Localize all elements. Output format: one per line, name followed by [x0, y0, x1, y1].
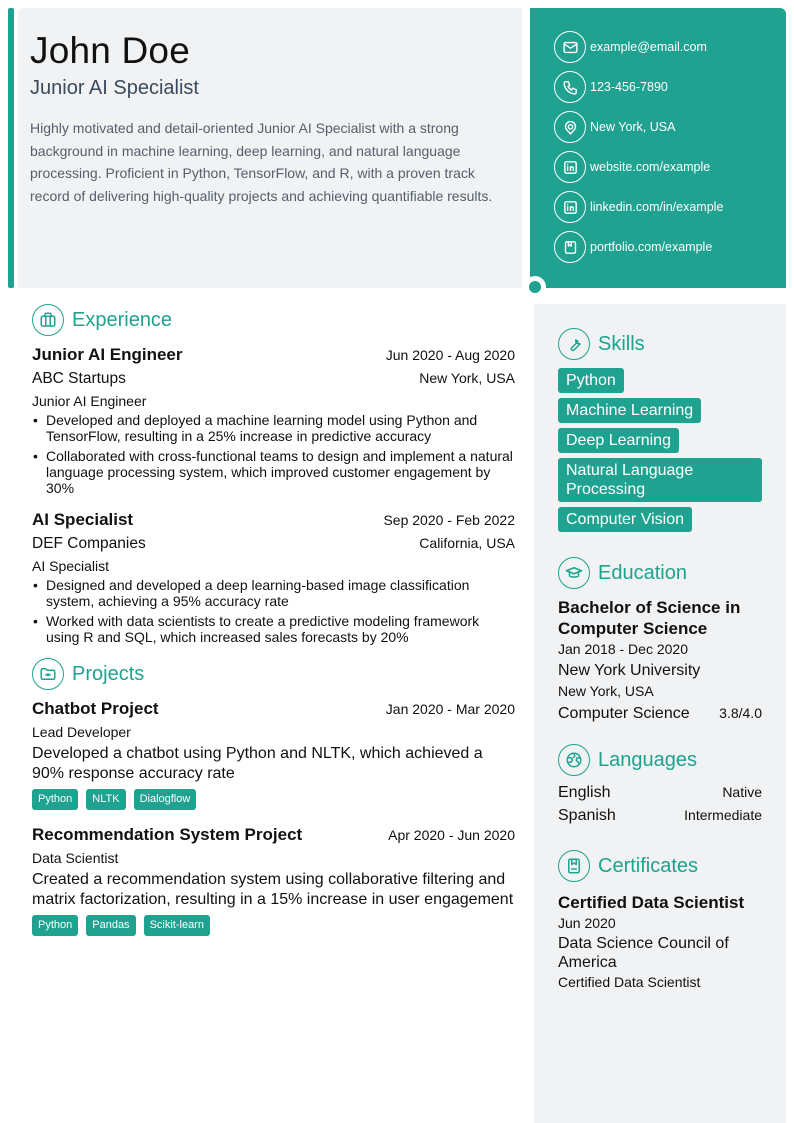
- location-pin-icon: [554, 111, 586, 143]
- contact-phone[interactable]: [554, 71, 786, 103]
- job-bullet: • Designed and developed a deep learning-based image classification system, achieving a 95% accuracy rate: [32, 577, 515, 609]
- project-tags: [32, 915, 515, 936]
- project-description: Created a recommendation system using collaborative filtering and matrix factorization, resulting in a 15% increase in user engagement: [32, 871, 514, 908]
- skills-section-header: [558, 328, 762, 360]
- contact-portfolio[interactable]: [554, 231, 786, 263]
- projects-heading: Projects: [72, 662, 145, 685]
- job-location: California, USA: [419, 535, 515, 551]
- language-row: [558, 784, 762, 807]
- project-item: [32, 824, 515, 936]
- job-title: AI Specialist: [32, 510, 134, 529]
- contact-website-text: website.com/example: [590, 160, 711, 174]
- graduation-cap-icon: [558, 557, 590, 589]
- briefcase-icon: [32, 304, 64, 336]
- education-heading: Education: [598, 561, 687, 584]
- project-role: Data Scientist: [32, 850, 119, 866]
- skill-tag: Python: [558, 368, 624, 393]
- globe-icon: [558, 744, 590, 776]
- experience-section-header: [32, 304, 515, 336]
- education-item: [558, 597, 762, 724]
- education-section-header: [558, 557, 762, 589]
- skill-tag: Natural Language Processing: [558, 458, 762, 502]
- contact-panel: [530, 8, 786, 288]
- language-level: Native: [722, 784, 762, 800]
- project-tag: Pandas: [86, 915, 135, 936]
- skill-tag: Machine Learning: [558, 398, 701, 423]
- contact-email-text: example@email.com: [590, 40, 707, 54]
- contact-linkedin[interactable]: [554, 191, 786, 223]
- job-bullets: [32, 412, 515, 496]
- project-title: Chatbot Project: [32, 699, 159, 718]
- project-tag: Scikit-learn: [144, 915, 210, 936]
- project-tag: NLTK: [86, 789, 125, 810]
- job-bullet: • Worked with data scientists to create a predictive modeling framework using R and SQL, which increased sales forecasts by 20%: [32, 613, 515, 645]
- languages-list: [558, 784, 762, 830]
- certificate-date: Jun 2020: [558, 915, 616, 931]
- folder-icon: [32, 658, 64, 690]
- job-bullet: • Developed and deployed a machine learning model using Python and TensorFlow, resulting in a 25% increase in predictive accuracy: [32, 412, 515, 444]
- language-name: English: [558, 784, 611, 801]
- company-name: DEF Companies: [32, 535, 146, 552]
- contact-linkedin-text: linkedin.com/in/example: [590, 200, 724, 214]
- certificates-heading: Certificates: [598, 854, 699, 877]
- job-role: Junior AI Engineer: [32, 393, 147, 409]
- candidate-title: Junior AI Specialist: [30, 77, 199, 99]
- project-tag: Python: [32, 789, 78, 810]
- project-tags: [32, 789, 515, 810]
- gpa: 3.8/4.0: [719, 705, 762, 721]
- language-name: Spanish: [558, 807, 616, 824]
- portfolio-icon: [554, 231, 586, 263]
- linkedin-icon: [554, 191, 586, 223]
- contact-location: [554, 111, 786, 143]
- contact-location-text: New York, USA: [590, 120, 676, 134]
- job-bullets: [32, 577, 515, 645]
- skills-list: [558, 368, 762, 537]
- contact-phone-text: 123-456-7890: [590, 80, 668, 94]
- skills-heading: Skills: [598, 332, 645, 355]
- degree: Bachelor of Science in Computer Science: [558, 598, 741, 638]
- job-role: AI Specialist: [32, 558, 110, 574]
- phone-icon: [554, 71, 586, 103]
- linkedin-icon: [554, 151, 586, 183]
- certificates-section-header: [558, 850, 762, 882]
- candidate-name: John Doe: [30, 30, 190, 71]
- education-dates: Jan 2018 - Dec 2020: [558, 641, 688, 657]
- experience-heading: Experience: [72, 308, 173, 331]
- project-dates: Apr 2020 - Jun 2020: [388, 827, 515, 843]
- email-icon: [554, 31, 586, 63]
- project-tag: Python: [32, 915, 78, 936]
- projects-section-header: [32, 658, 515, 690]
- job-dates: Jun 2020 - Aug 2020: [385, 347, 515, 363]
- main-column: [32, 304, 515, 950]
- certificate-issuer: Data Science Council of America: [558, 935, 729, 971]
- summary-text: Highly motivated and detail-oriented Junior AI Specialist with a strong background in machine learning, deep learning, and natural language processing. Proficient in Python, TensorFlow, and R, with a proven track record of delivering high-quality projects and achieving quantifiable results.: [30, 120, 493, 204]
- sidebar: [534, 304, 786, 1123]
- languages-heading: Languages: [598, 748, 697, 771]
- header-panel: [18, 8, 522, 288]
- experience-item: [32, 509, 515, 645]
- job-location: New York, USA: [419, 370, 515, 386]
- project-item: [32, 698, 515, 810]
- skill-tag: Deep Learning: [558, 428, 679, 453]
- school-name: New York University: [558, 662, 701, 679]
- timeline-dot: [529, 281, 541, 293]
- project-dates: Jan 2020 - Mar 2020: [385, 701, 515, 717]
- certificate-name: Certified Data Scientist: [558, 893, 745, 912]
- job-dates: Sep 2020 - Feb 2022: [383, 512, 515, 528]
- school-location: New York, USA: [558, 683, 654, 699]
- contact-portfolio-text: portfolio.com/example: [590, 240, 713, 254]
- contact-email[interactable]: [554, 31, 786, 63]
- languages-section-header: [558, 744, 762, 776]
- certificate-description: Certified Data Scientist: [558, 974, 701, 990]
- contact-website[interactable]: [554, 151, 786, 183]
- certificate-item: [558, 892, 762, 993]
- field-of-study: Computer Science: [558, 705, 690, 722]
- project-tag: Dialogflow: [134, 789, 197, 810]
- project-title: Recommendation System Project: [32, 825, 303, 844]
- job-bullet: • Collaborated with cross-functional teams to design and implement a natural language processing system, which improved customer engagement by 30%: [32, 448, 515, 496]
- wrench-icon: [558, 328, 590, 360]
- project-role: Lead Developer: [32, 724, 131, 740]
- experience-item: [32, 344, 515, 496]
- skill-tag: Computer Vision: [558, 507, 692, 532]
- job-title: Junior AI Engineer: [32, 345, 183, 364]
- language-row: [558, 807, 762, 830]
- header-accent-bar: [8, 8, 14, 288]
- company-name: ABC Startups: [32, 370, 126, 387]
- language-level: Intermediate: [684, 807, 762, 823]
- certificate-icon: [558, 850, 590, 882]
- project-description: Developed a chatbot using Python and NLTK, which achieved a 90% response accuracy rate: [32, 745, 483, 782]
